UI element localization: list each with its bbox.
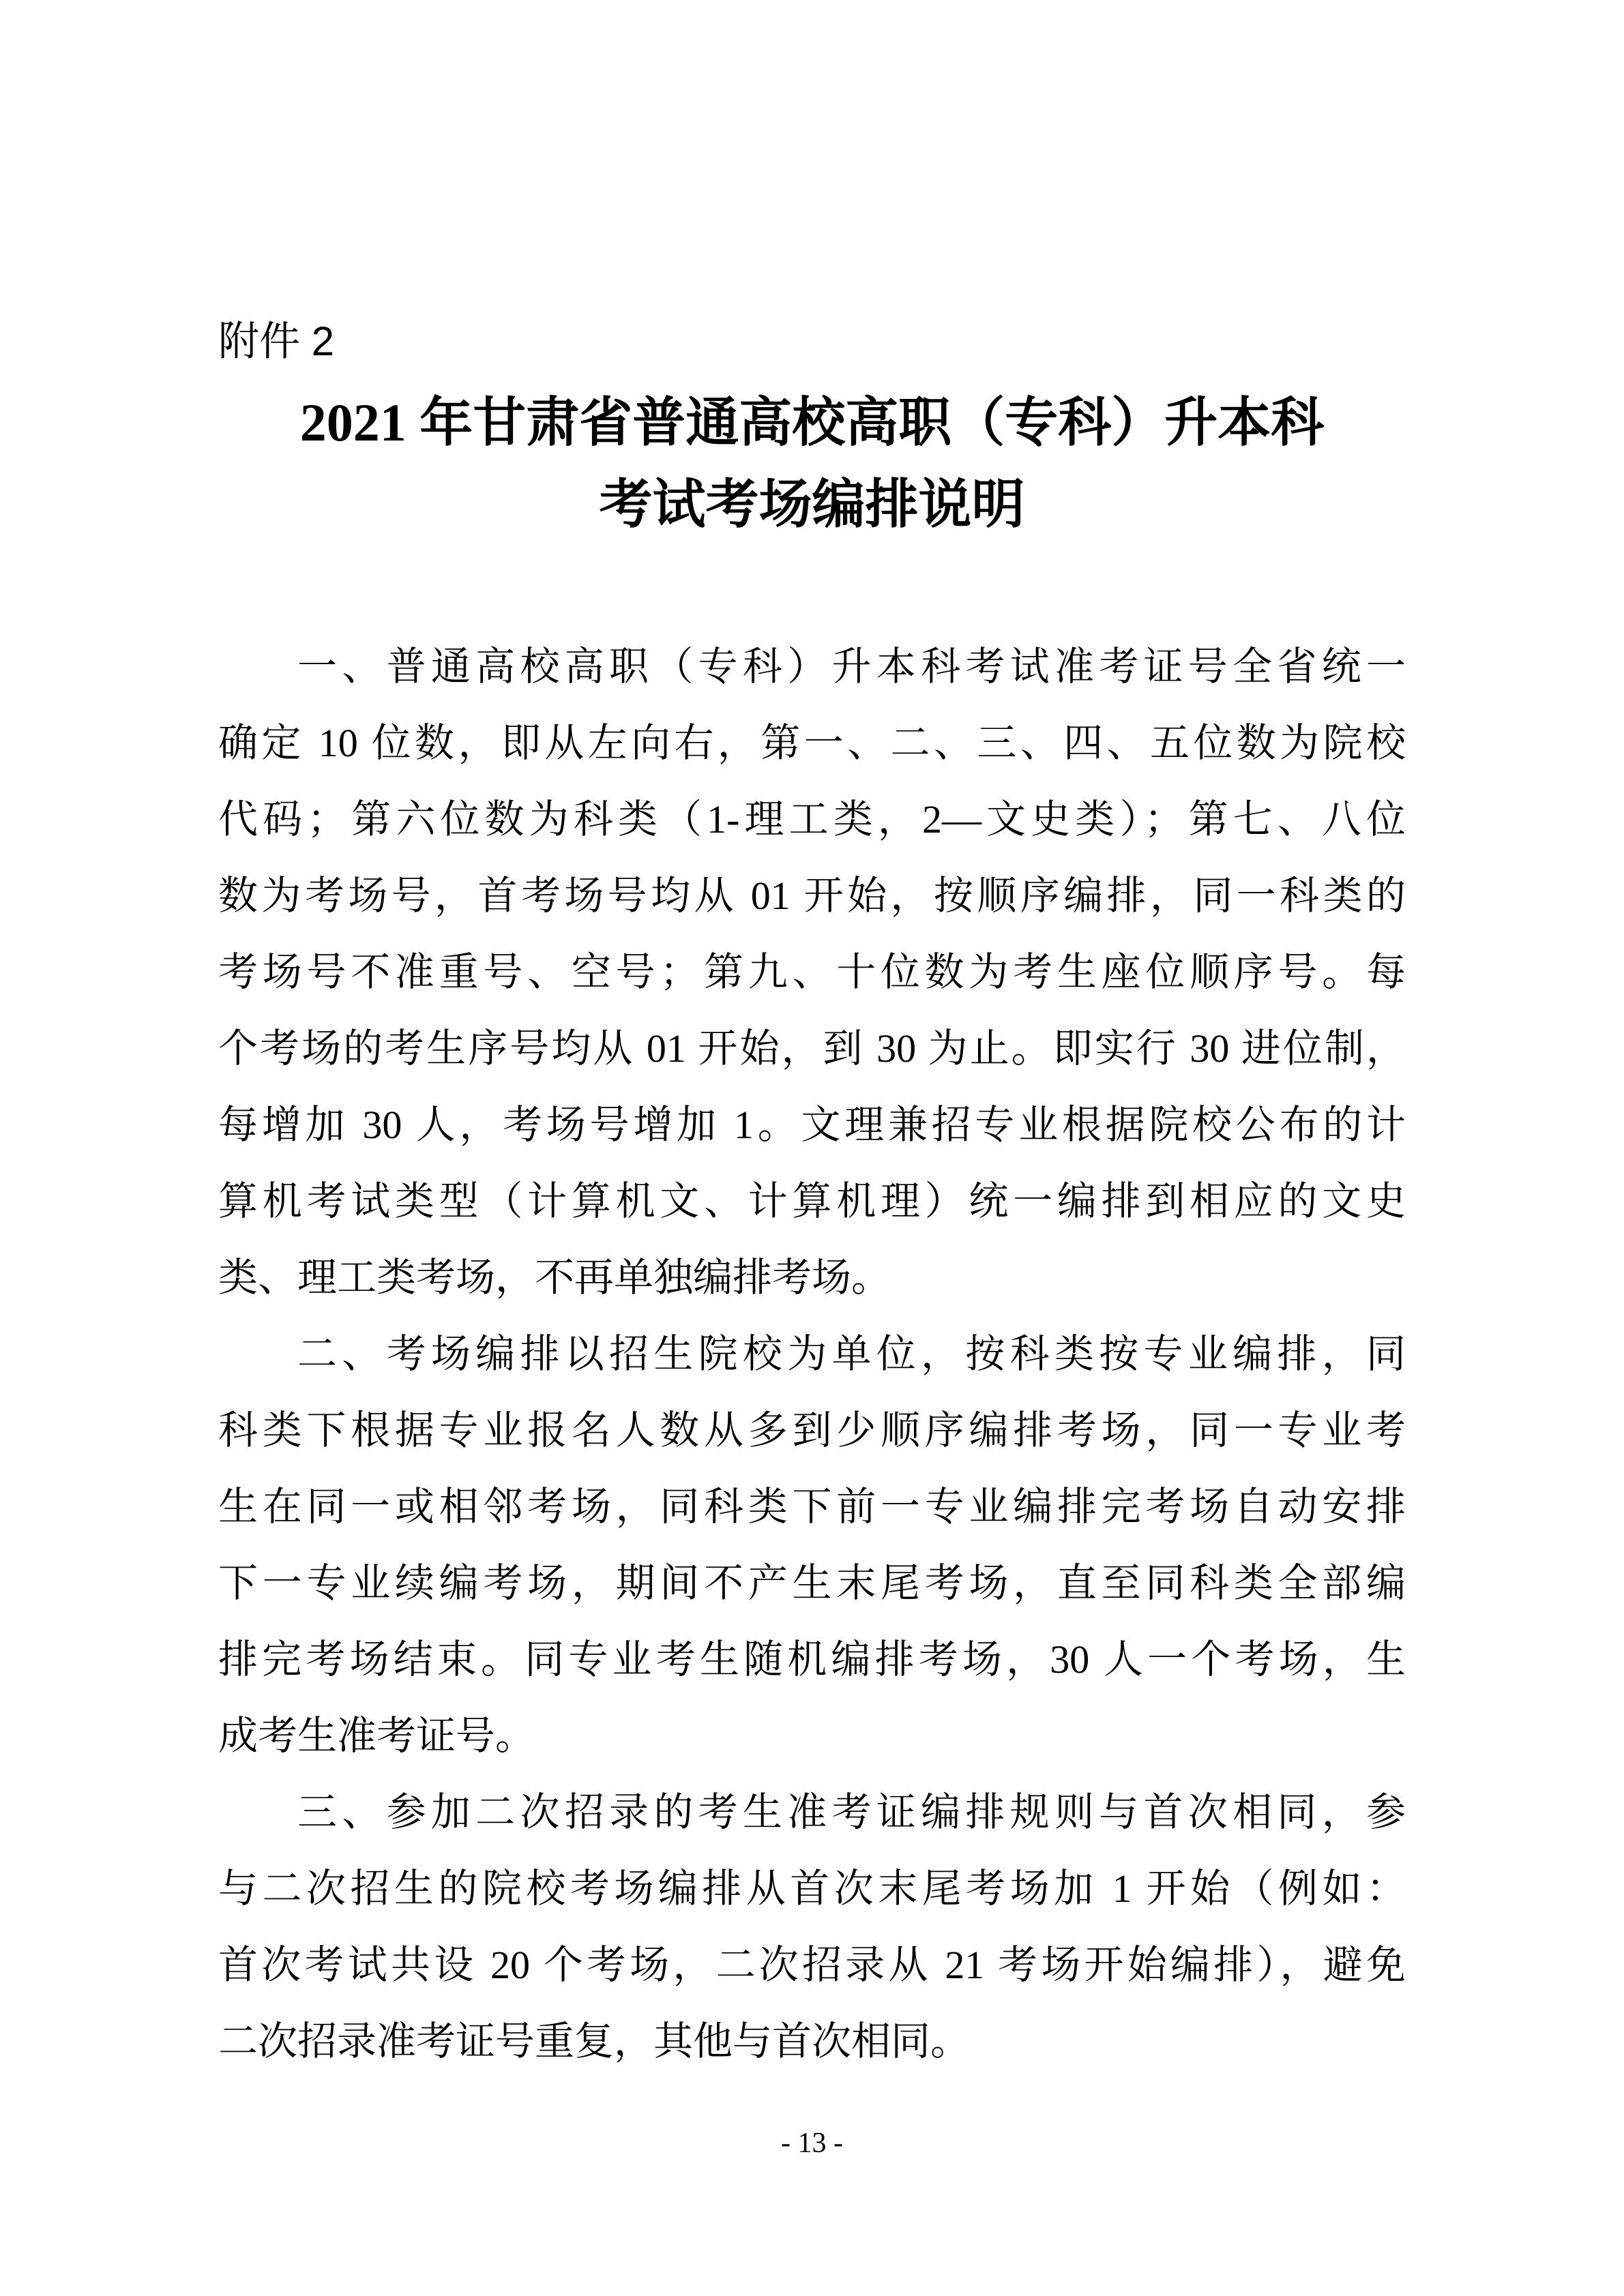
body-line: 下一专业续编考场，期间不产生末尾考场，直至同科类全部编 <box>218 1561 1406 1605</box>
body-line: 与二次招生的院校考场编排从首次末尾考场加 1 开始（例如： <box>218 1866 1406 1911</box>
body-line: 科类下根据专业报名人数从多到少顺序编排考场，同一专业考 <box>218 1408 1406 1452</box>
body-line: 确定 10 位数，即从左向右，第一、二、三、四、五位数为院校 <box>218 721 1406 765</box>
body-line: 成考生准考证号。 <box>218 1714 535 1758</box>
body-line: 考场号不准重号、空号；第九、十位数为考生座位顺序号。每 <box>218 950 1406 994</box>
body-line: 数为考场号，首考场号均从 01 开始，按顺序编排，同一科类的 <box>218 874 1406 918</box>
title-line-1: 2021 年甘肃省普通高校高职（专科）升本科 <box>299 393 1325 452</box>
body-line: 每增加 30 人，考场号增加 1。文理兼招专业根据院校公布的计 <box>218 1103 1406 1147</box>
body-line: 二、考场编排以招生院校为单位，按科类按专业编排，同 <box>297 1332 1406 1376</box>
body-line: 个考场的考生序号均从 01 开始，到 30 为止。即实行 30 进位制， <box>218 1026 1406 1071</box>
title-line-2: 考试考场编排说明 <box>599 475 1025 534</box>
body-line: 代码；第六位数为科类（1-理工类，2—文史类）；第七、八位 <box>218 797 1406 841</box>
page-number: - 13 - <box>781 2128 843 2159</box>
document-body <box>218 629 1406 2080</box>
body-line: 类、理工类考场，不再单独编排考场。 <box>218 1255 891 1300</box>
body-line: 生在同一或相邻考场，同科类下前一专业编排完考场自动安排 <box>218 1485 1406 1529</box>
body-line: 一、普通高校高职（专科）升本科考试准考证号全省统一 <box>297 644 1406 689</box>
body-line: 首次考试共设 20 个考场，二次招录从 21 考场开始编排），避免 <box>218 1943 1406 1987</box>
body-line: 二次招录准考证号重复，其他与首次相同。 <box>218 2019 971 2063</box>
document-title <box>218 382 1406 546</box>
body-line: 排完考场结束。同专业考生随机编排考场，30 人一个考场，生 <box>218 1637 1406 1682</box>
body-line: 算机考试类型（计算机文、计算机理）统一编排到相应的文史 <box>218 1179 1406 1223</box>
attachment-label: 附件 2 <box>218 318 335 364</box>
page-footer <box>0 2126 1624 2160</box>
body-line: 三、参加二次招录的考生准考证编排规则与首次相同，参 <box>297 1790 1406 1834</box>
